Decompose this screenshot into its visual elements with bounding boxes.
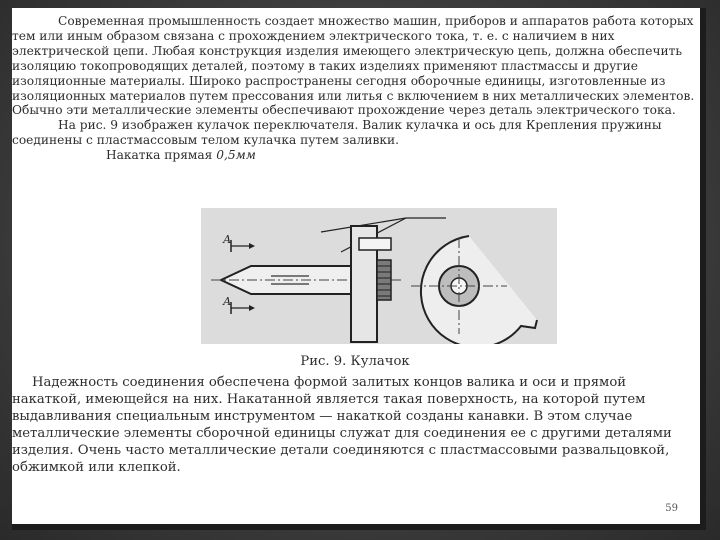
intro-text xyxy=(12,14,698,163)
page-number: 59 xyxy=(665,503,678,514)
section-label-bottom: А xyxy=(223,295,232,308)
knurl-label: Накатка прямая xyxy=(106,148,213,163)
slide xyxy=(12,8,706,530)
cam-drawing xyxy=(201,208,557,344)
paragraph-2: На рис. 9 изображен кулачок переключателя. Валик кулачка и ось для Крепления пружины соединены с пластмассовым телом кулачка путем заливки. xyxy=(12,118,662,148)
paragraph-3: Надежность соединения обеспечена формой залитых концов валика и оси и прямой накаткой, имеющейся на них. Накатанной является такая поверхность, на которой путем выдавливания специальным инструментом — накаткой созданы канавки. В этом случае металлические элементы сборочной единицы служат для соединения ее с другими деталями изделия. Очень часто металлические детали соединяются с пластмассовыми развальцовкой, обжимкой или клепкой. xyxy=(12,375,672,476)
paragraph-1: Современная промышленность создает множество машин, приборов и аппаратов работа которых тем или иным образом связана с прохождением электрического тока, т. е. с наличием в них электрической цепи. Любая конструкция изделия имеющего электрическую цепь, должна обеспечить изоляцию токопроводящих деталей, поэтому в таких изделиях применяют пластмассы и другие изоляционные материалы. Широко распространены сегодня оборочные единицы, изготовленные из изоляционных материалов путем прессования или литья с включением в них металлических элементов. Обычно эти металлические элементы обеспечивают прохождение через деталь электрического тока. xyxy=(12,14,695,118)
knurl-size: 0,5мм xyxy=(216,148,256,163)
section-label-top: А xyxy=(223,233,232,246)
spring-pin xyxy=(359,238,391,250)
body-text xyxy=(12,374,698,477)
knurl-note xyxy=(12,148,698,163)
figure-caption: Рис. 9. Кулачок xyxy=(300,354,410,369)
